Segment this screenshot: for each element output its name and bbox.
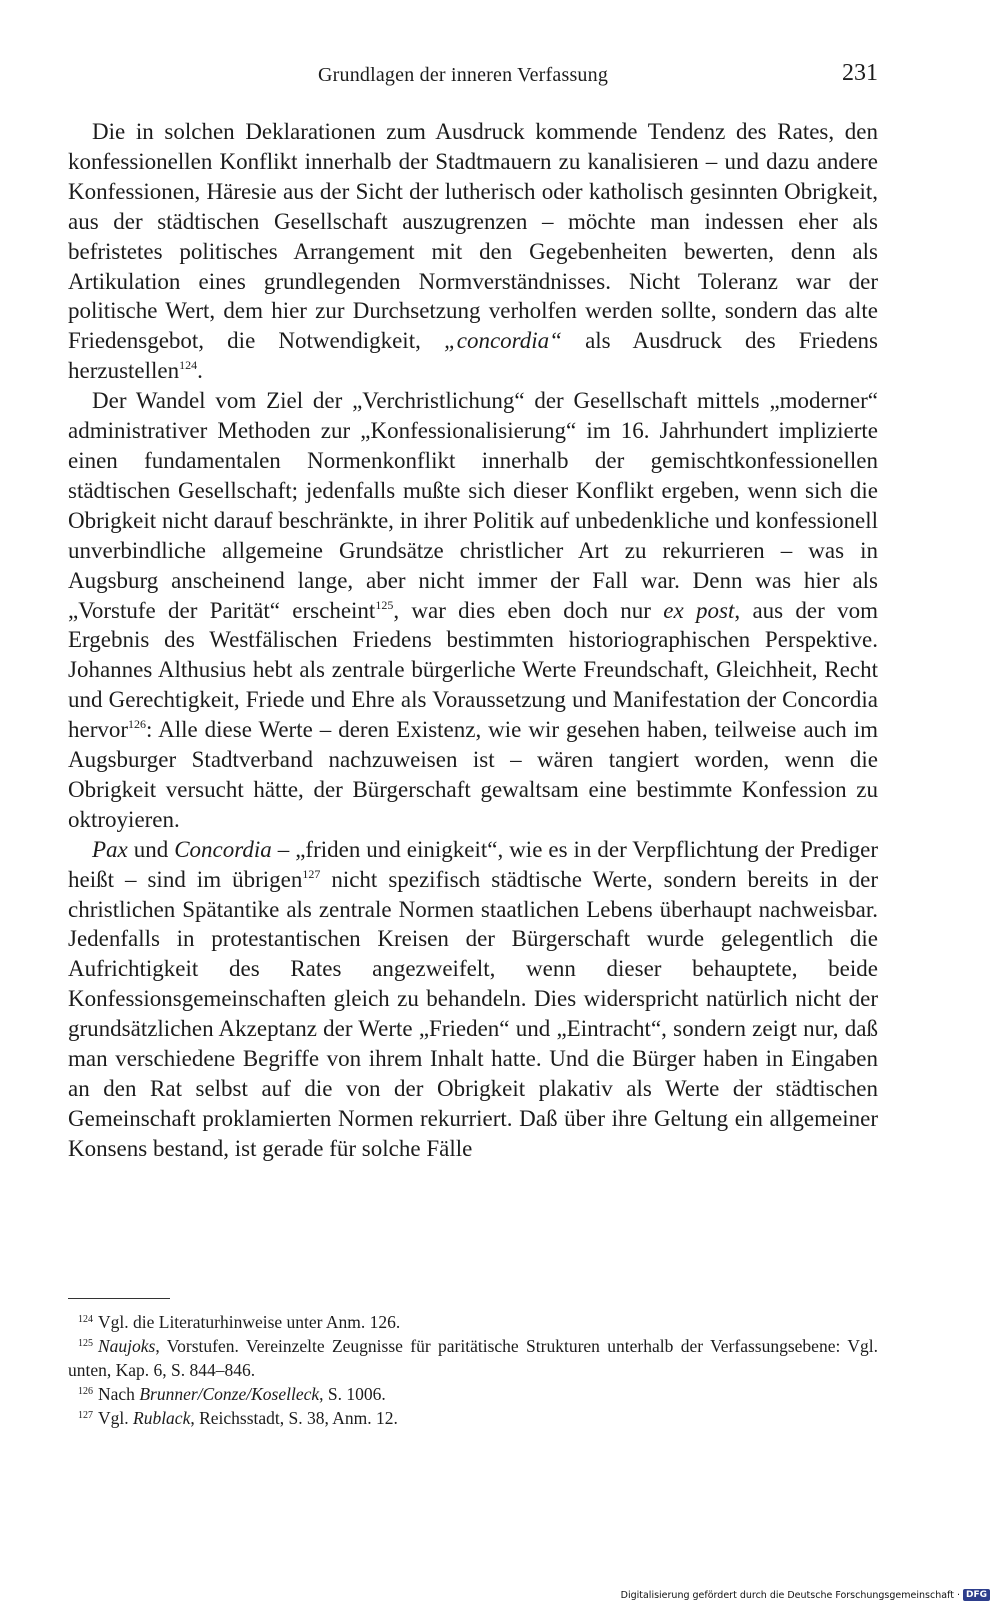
footnote-number: 126 [78, 1386, 93, 1397]
text-run: – „friden und einigkeit“, wie es in der Verpflichtung der Prediger heißt – sind im übrigen [68, 836, 878, 892]
text-run: , war dies eben doch nur [393, 597, 664, 623]
text-run: , aus der vom Ergebnis des Westfälischen Friedens bestimmten historiographischen Perspektive. Johannes Althusius hebt als zentrale bürgerliche Werte Freundschaft, Gleichheit, Recht und Gerechtigkeit, Friede und Ehre als Voraussetzung und Manifestation der Concordia hervor [68, 597, 878, 743]
paragraph-2 [68, 386, 878, 835]
italic-text: Concordia [174, 836, 272, 862]
footnote-125 [68, 1334, 878, 1382]
text-run: , Reichsstadt, S. 38, Anm. 12. [190, 1408, 398, 1428]
footnote-separator [68, 1298, 170, 1299]
text-run: : Alle diese Werte – deren Existenz, wie wir gesehen haben, teilweise auch im Augsburger Stadtverband nachzuweisen ist – wären tangiert worden, wenn die Obrigkeit versucht hätte, der Bürgerschaft gewaltsam eine bestimmte Konfession zu oktroyieren. [68, 717, 878, 832]
body-text [68, 117, 878, 1164]
italic-text: Naujoks [98, 1336, 156, 1356]
footnote-127 [68, 1406, 878, 1430]
text-run: . [197, 358, 203, 384]
digitization-credit [621, 1589, 990, 1601]
footnote-ref: 127 [302, 866, 321, 881]
text-run: , Vorstufen. Vereinzelte Zeugnisse für paritätische Strukturen unterhalb der Verfassungsebene: Vgl. unten, Kap. 6, S. 844–846. [68, 1336, 878, 1380]
italic-text: ex post [663, 597, 735, 623]
footnote-126 [68, 1382, 878, 1406]
footnote-124 [68, 1310, 878, 1334]
footnote-number: 127 [78, 1410, 93, 1421]
text-run: als Ausdruck des Friedens herzustellen [68, 328, 878, 384]
italic-text: Pax [92, 836, 128, 862]
footnote-ref: 125 [375, 597, 394, 612]
italic-text: Rublack [133, 1408, 191, 1428]
footnote-number: 124 [78, 1314, 93, 1325]
text-run: Vgl. [98, 1408, 133, 1428]
text-run: , S. 1006. [319, 1384, 386, 1404]
page-number: 231 [842, 60, 878, 86]
credit-text: Digitalisierung gefördert durch die Deutsche Forschungsgemeinschaft · [620, 1589, 960, 1601]
footnote-number: 125 [78, 1338, 93, 1349]
footnotes [68, 1310, 878, 1430]
text-run: nicht spezifisch städtische Werte, sondern bereits in der christlichen Spätantike als zentrale Normen staatlichen Lebens überhaupt nachweisbar. Jedenfalls in protestantischen Kreisen der Bürgerschaft wurde gelegentlich die Aufrichtigkeit des Rates angezweifelt, wenn dieser behauptete, beide Konfessionsgemeinschaften gleich zu behandeln. Dies widerspricht natürlich nicht der grundsätzlichen Akzeptanz der Werte „Frieden“ und „Eintracht“, sondern zeigt nur, daß man verschiedene Begriffe von ihrem Inhalt hatte. Und die Bürger haben in Eingaben an den Rat selbst auf die von der Obrigkeit plakativ als Werte der städtischen Gemeinschaft proklamierten Normen rekurriert. Daß über ihre Geltung ein allgemeiner Konsens bestand, ist gerade für solche Fälle [68, 866, 878, 1161]
text-run: Nach [98, 1384, 140, 1404]
text-run: Vgl. die Literaturhinweise unter Anm. 126. [98, 1312, 401, 1332]
italic-text: „concordia“ [443, 328, 562, 354]
text-run: Die in solchen Deklarationen zum Ausdruck kommende Tendenz des Rates, den konfessionellen Konflikt innerhalb der Stadtmauern zu kanalisieren – und dazu andere Konfessionen, Häresie aus der Sicht der lutherisch oder katholisch gesinnten Obrigkeit, aus der städtischen Gesellschaft auszugrenzen – möchte man indessen eher als befristetes politisches Arrangement mit den Gegebenheiten bewerten, denn als Artikulation eines grundlegenden Normverständnisses. Nicht Toleranz war der politische Wert, dem hier zur Durchsetzung verholfen werden sollte, sondern das alte Friedensgebot, die Notwendigkeit, [68, 119, 878, 354]
italic-text: Brunner/Conze/Koselleck [139, 1384, 320, 1404]
dfg-logo: DFG [963, 1589, 990, 1601]
page-header [68, 60, 878, 96]
footnote-ref: 126 [128, 717, 147, 732]
paragraph-1 [68, 117, 878, 386]
paragraph-3 [68, 835, 878, 1164]
text-run: und [127, 836, 175, 862]
running-title: Grundlagen der inneren Verfassung [318, 64, 609, 86]
footnote-ref: 124 [179, 358, 198, 373]
text-run: Der Wandel vom Ziel der „Verchristlichung“ der Gesellschaft mittels „moderner“ administrativer Methoden zur „Konfessionalisierung“ im 16. Jahrhundert implizierte einen fundamentalen Normenkonflikt innerhalb der gemischtkonfessionellen städtischen Gesellschaft; jedenfalls mußte sich dieser Konflikt ergeben, wenn sich die Obrigkeit nicht darauf beschränkte, in ihrer Politik auf unbedenkliche und konfessionell unverbindliche allgemeine Grundsätze christlicher Art zu rekurrieren – was in Augsburg anscheinend lange, aber nicht immer der Fall war. Denn was hier als „Vorstufe der Parität“ erscheint [68, 388, 878, 623]
